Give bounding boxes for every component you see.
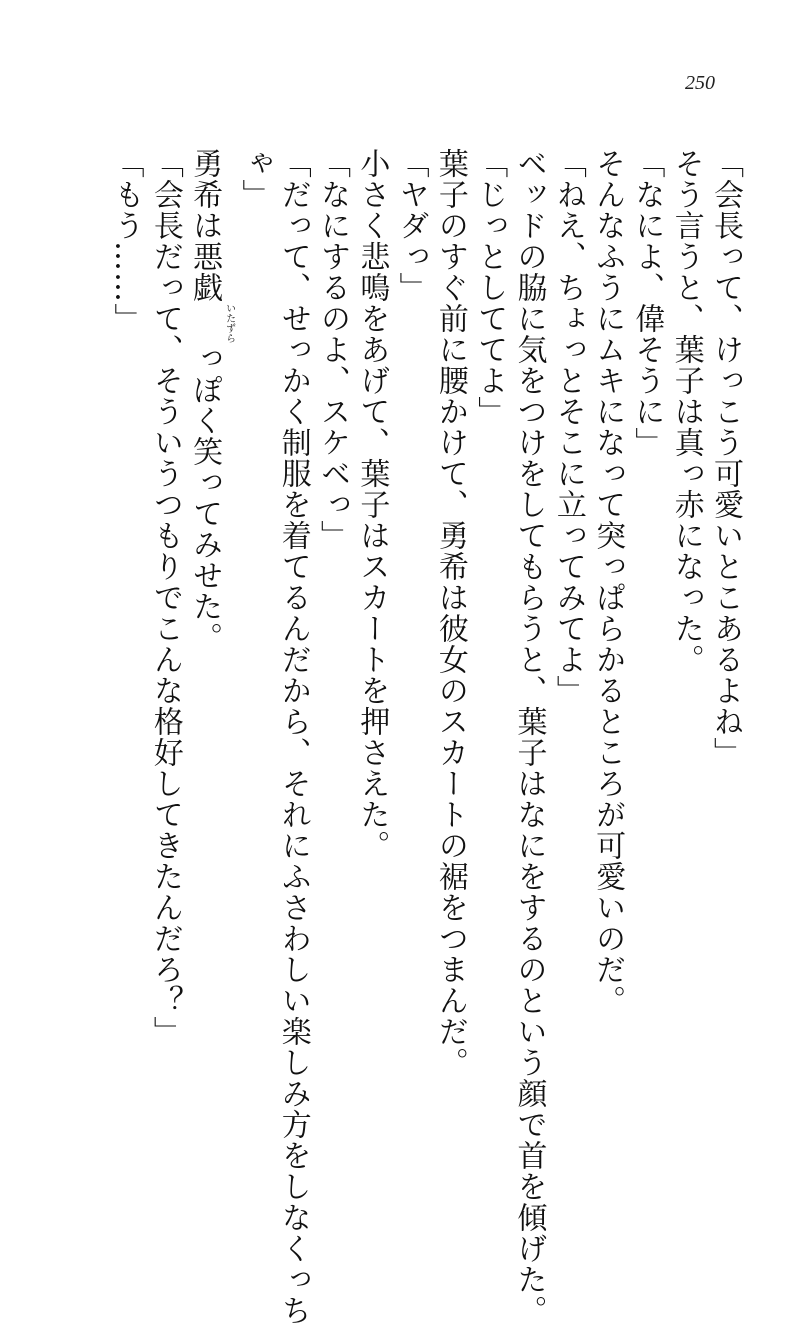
vertical-text-body bbox=[106, 148, 745, 1326]
text-line: 「だって、せっかく制服を着てるんだから、それにふさわしい楽しみ方をしなくっち bbox=[275, 148, 311, 1326]
text-line: ベッドの脇に気をつけをしてもらうと、葉子はなにをするのという顔で首を傾げた。 bbox=[511, 148, 547, 1326]
text-line: そんなふうにムキになって突っぱらかるところが可愛いのだ。 bbox=[590, 148, 626, 1016]
text-line-with-ruby bbox=[185, 148, 234, 1148]
text-line: ゃ」 bbox=[236, 148, 272, 210]
ruby-annotated-word bbox=[187, 241, 235, 343]
ruby-base: 悪戯 bbox=[187, 241, 223, 303]
text-line: 「ねえ、ちょっとそこに立ってみてよ」 bbox=[550, 148, 586, 706]
text-line: 「会長だって、そういうつもりでこんな格好してきたんだろ？」 bbox=[147, 148, 183, 1047]
text-line: 「なにするのよ、スケベっ」 bbox=[315, 148, 351, 551]
text-line: 葉子のすぐ前に腰かけて、勇希は彼女のスカートの裾をつまんだ。 bbox=[432, 148, 468, 1078]
text-segment: 勇希は bbox=[187, 148, 223, 241]
text-line: 「じっとしててよ」 bbox=[472, 148, 508, 427]
text-line: 小さく悲鳴をあげて、葉子はスカートを押さえた。 bbox=[354, 148, 390, 861]
ruby-reading: いたずら bbox=[223, 303, 235, 343]
page-number: 250 bbox=[685, 72, 715, 94]
text-line: 「なによ、偉そうに」 bbox=[629, 148, 665, 458]
text-line: 「ヤダっ」 bbox=[393, 148, 429, 303]
text-line: そう言うと、葉子は真っ赤になった。 bbox=[668, 148, 704, 675]
text-line: 「会長って、けっこう可愛いとこあるよね」 bbox=[708, 148, 743, 768]
text-segment: っぽく笑ってみせた。 bbox=[187, 343, 223, 653]
text-line: 「もう……」 bbox=[108, 148, 144, 334]
